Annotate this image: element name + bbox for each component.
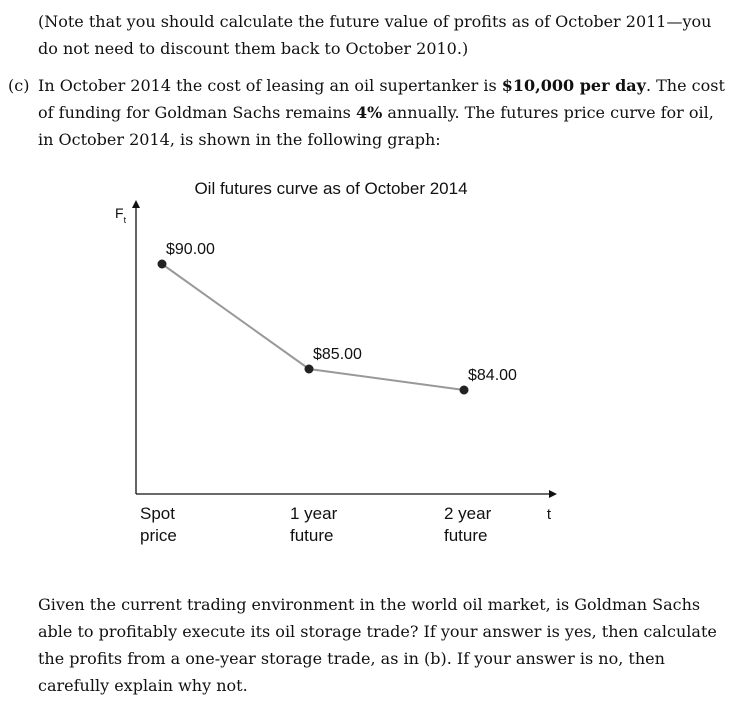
- chart-title: Oil futures curve as of October 2014: [194, 179, 468, 198]
- series-group: [140, 241, 517, 545]
- part-c-marker: (c): [8, 76, 30, 95]
- part-c-text-2: . The cost of funding for Goldman Sachs remains: [38, 76, 725, 122]
- part-c-text-1: In October 2014 the cost of leasing an oil supertanker is: [38, 76, 502, 95]
- part-c-text-3: annually. The futures price curve for oil, in October 2014, is shown in the following graph:: [38, 103, 714, 149]
- x-tick-label: 1 year future: [290, 504, 338, 545]
- data-point: [460, 386, 469, 395]
- funding-rate: 4%: [355, 103, 383, 122]
- part-c-paragraph: [38, 72, 728, 153]
- x-axis-label: t: [546, 506, 552, 523]
- lease-cost: $10,000 per day: [501, 76, 646, 95]
- futures-line: [162, 264, 464, 390]
- data-label: $84.00: [468, 367, 517, 384]
- data-label: $90.00: [166, 241, 215, 258]
- data-point: [305, 365, 314, 374]
- question-paragraph: Given the current trading environment in the world oil market, is Goldman Sachs able to profitably execute its oil storage trade? If your answer is yes, then calculate the profits from a one-year storage trade, as in (b). If your answer is no, then carefully explain why not.: [38, 595, 717, 695]
- note-paragraph: (Note that you should calculate the future value of profits as of October 2011—you do not need to discount them back to October 2010.): [38, 12, 712, 58]
- x-tick-label: Spot price: [140, 504, 177, 545]
- data-point: [158, 260, 167, 269]
- x-tick-label: 2 year future: [444, 504, 492, 545]
- y-axis-label: $F_t$: [115, 205, 127, 225]
- data-label: $85.00: [313, 346, 362, 363]
